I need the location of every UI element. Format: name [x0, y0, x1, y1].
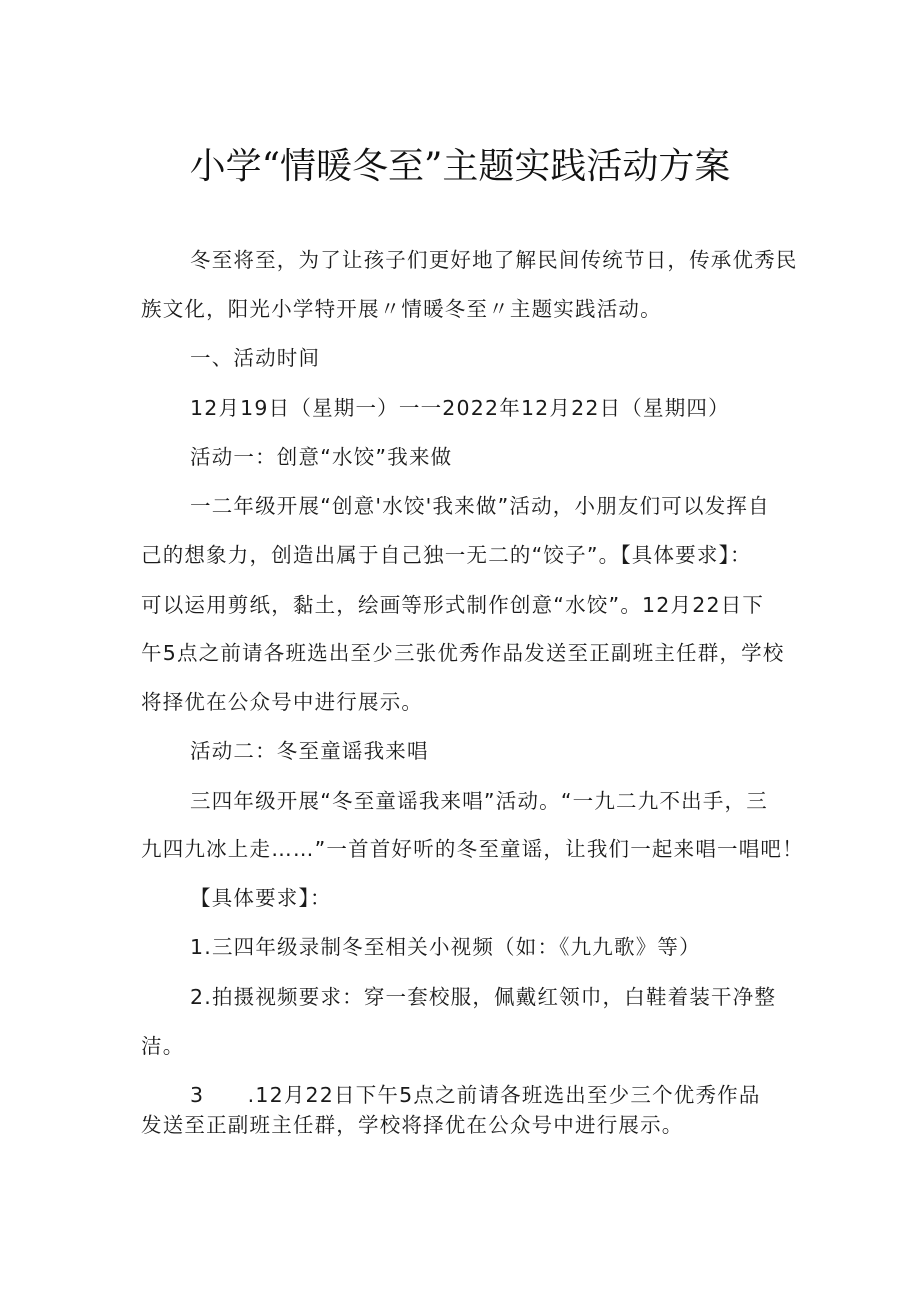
paragraph-line: 三四年级开展“冬至童谣我来唱”活动。“一九二九不出手，三: [190, 789, 768, 813]
paragraph-line: 冬至将至，为了让孩子们更好地了解民间传统节日，传承优秀民: [190, 248, 798, 272]
activity-dates: 12月19日（星期一）一一2022年12月22日（星期四）: [190, 396, 730, 420]
requirement-item-2: 2.拍摄视频要求：穿一套校服，佩戴红领巾，白鞋着装干净整: [190, 985, 777, 1009]
paragraph-line: 一二年级开展“创意'水饺'我来做”活动，小朋友们可以发挥自: [190, 494, 770, 518]
paragraph-line: 可以运用剪纸，黏土，绘画等形式制作创意“水饺”。12月22日下: [141, 593, 765, 617]
activity-one-heading: 活动一：创意“水饺”我来做: [190, 445, 453, 469]
paragraph-line: 族文化，阳光小学特开展〃情暖冬至〃主题实践活动。: [141, 297, 662, 321]
page-title: 小学“情暖冬至”主题实践活动方案: [189, 146, 731, 187]
paragraph-line: 发送至正副班主任群，学校将择优在公众号中进行展示。: [141, 1113, 684, 1137]
paragraph-line: 将择优在公众号中进行展示。: [141, 690, 424, 714]
paragraph-line: 九四九冰上走……”一首首好听的冬至童谣，让我们一起来唱一唱吧！: [141, 837, 804, 861]
requirement-item-1: 1.三四年级录制冬至相关小视频（如：《九九歌》等）: [190, 935, 701, 959]
paragraph-line: 己的想象力，创造出属于自己独一无二的“饺子”。【具体要求】：: [141, 543, 752, 567]
requirement-item-3: 3 .12月22日下午5点之前请各班选出至少三个优秀作品: [190, 1083, 761, 1107]
section-heading-time: 一、活动时间: [190, 346, 321, 370]
requirements-heading: 【具体要求】：: [190, 886, 332, 910]
paragraph-line: 午5点之前请各班选出至少三张优秀作品发送至正副班主任群，学校: [141, 641, 785, 665]
activity-two-heading: 活动二：冬至童谣我来唱: [190, 739, 429, 763]
paragraph-line: 洁。: [141, 1034, 185, 1058]
